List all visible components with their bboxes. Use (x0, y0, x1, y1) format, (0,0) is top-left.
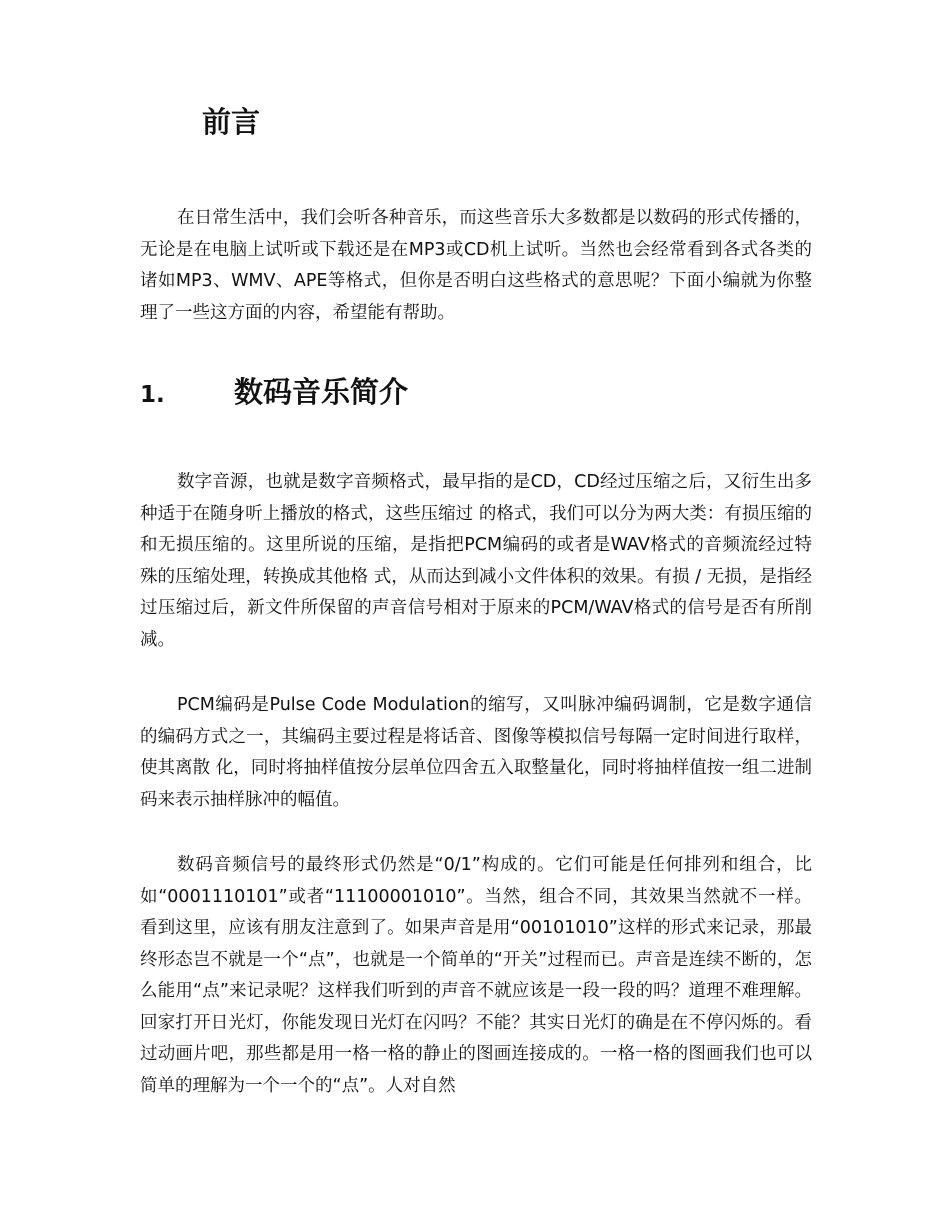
section-title: 数码音乐简介 (234, 375, 409, 409)
section-1-paragraph-2: PCM编码是Pulse Code Modulation的缩写，又叫脉冲编码调制，它是数字通信的编码方式之一，其编码主要过程是将话音、图像等模拟信号每隔一定时间进行取样，使其离散 化，同时将抽样值按分层单位四舍五入取整量化，同时将抽样值按一组二进制码来表示抽样脉冲的幅值。 (140, 695, 812, 810)
section-1-heading (140, 368, 408, 416)
section-number: 1. (140, 382, 165, 408)
section-1-paragraph-1: 数字音源，也就是数字音频格式，最早指的是CD，CD经过压缩之后，又衍生出多种适于在随身听上播放的格式，这些压缩过 的格式，我们可以分为两大类：有损压缩的和无损压缩的。这里所说的压缩，是指把PCM编码的或者是WAV格式的音频流经过特殊的压缩处理，转换成其他格 式，从而达到减小文件体积的效果。有损 / 无损，是指经过压缩过后，新文件所保留的声音信号相对于原来的PCM/WAV格式的信号是否有所削减。 (140, 472, 812, 650)
section-1-paragraph-3: 数码音频信号的最终形式仍然是“0/1”构成的。它们可能是任何排列和组合，比如“0001110101”或者“11100001010”。当然，组合不同，其效果当然就不一样。看到这里，应该有朋友注意到了。如果声音是用“00101010”这样的形式来记录，那最终形态岂不就是一个“点”，也就是一个简单的“开关”过程而已。声音是连续不断的，怎么能用“点”来记录呢？这样我们听到的声音不就应该是一段一段的吗？道理不难理解。回家打开日光灯，你能发现日光灯在闪吗？不能？其实日光灯的确是在不停闪烁的。看过动画片吧，那些都是用一格一格的静止的图画连接成的。一格一格的图画我们也可以简单的理解为一个一个的“点”。人对自然 (140, 855, 812, 1096)
preface-heading: 前言 (202, 105, 261, 139)
preface-paragraph: 在日常生活中，我们会听各种音乐，而这些音乐大多数都是以数码的形式传播的，无论是在电脑上试听或下载还是在MP3或CD机上试听。当然也会经常看到各式各类的诸如MP3、WMV、APE等格式，但你是否明白这些格式的意思呢？下面小编就为你整理了一些这方面的内容，希望能有帮助。 (140, 208, 812, 323)
